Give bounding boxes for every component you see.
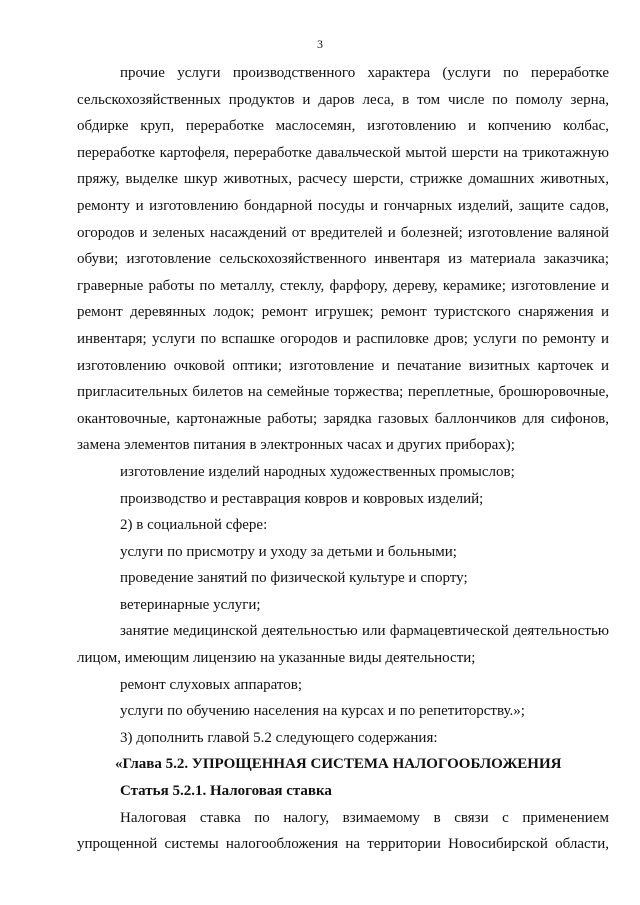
paragraph-carpets: производство и реставрация ковров и ковровых изделий; [120,490,484,507]
page-number: 3 [317,37,323,51]
paragraph-hearing-aids: ремонт слуховых аппаратов; [120,676,303,693]
paragraph-tax-rate: Налоговая ставка по налогу, взимаемому в связи с применением упрощенной системы налогообложения на территории Новосибирской области, [77,809,609,853]
paragraph-childcare: услуги по присмотру и уходу за детьми и больными; [120,543,457,560]
paragraph-add-chapter: 3) дополнить главой 5.2 следующего содержания: [120,729,438,746]
paragraph-medical: занятие медицинской деятельностью или фармацевтической деятельностью лицом, имеющим лицензию на указанные виды деятельности; [77,623,609,667]
document-body [77,60,609,858]
paragraph-veterinary: ветеринарные услуги; [120,596,261,613]
paragraph-tutoring: услуги по обучению населения на курсах и по репетиторству.»; [120,703,525,720]
paragraph-sports: проведение занятий по физической культуре и спорту; [120,570,468,587]
article-heading: Статья 5.2.1. Налоговая ставка [120,783,332,800]
paragraph-other-production-services: прочие услуги производственного характера (услуги по переработке сельскохозяйственных продуктов и даров леса, в том числе по помолу зерна, обдирке круп, переработке маслосемян, изготовлению и копчению колбас, переработке картофеля, переработке давальческой мытой шерсти на трикотажную пряжу, выделке шкур животных, расчесу шерсти, стрижке домашних животных, ремонту и изготовлению бондарной посуды и гончарных изделий, защите садов, огородов и зеленых насаждений от вредителей и болезней; изготовление валяной обуви; изготовление сельскохозяйственного инвентаря из материала заказчика; граверные работы по металлу, стеклу, фарфору, дереву, керамике; изготовление и ремонт деревянных лодок; ремонт игрушек; ремонт туристского снаряжения и инвентаря; услуги по вспашке огородов и распиловке дров; услуги по ремонту и изготовлению очковой оптики; изготовление и печатание визитных карточек и пригласительных билетов на семейные торжества; переплетные, брошюровочные, окантовочные, картонажные работы; зарядка газовых баллончиков для сифонов, замена элементов питания в электронных часах и других приборах); [77,65,609,454]
chapter-heading: «Глава 5.2. УПРОЩЕННАЯ СИСТЕМА НАЛОГООБЛОЖЕНИЯ [115,756,562,773]
paragraph-folk-crafts: изготовление изделий народных художественных промыслов; [120,463,515,480]
paragraph-social-sphere: 2) в социальной сфере: [120,517,268,534]
